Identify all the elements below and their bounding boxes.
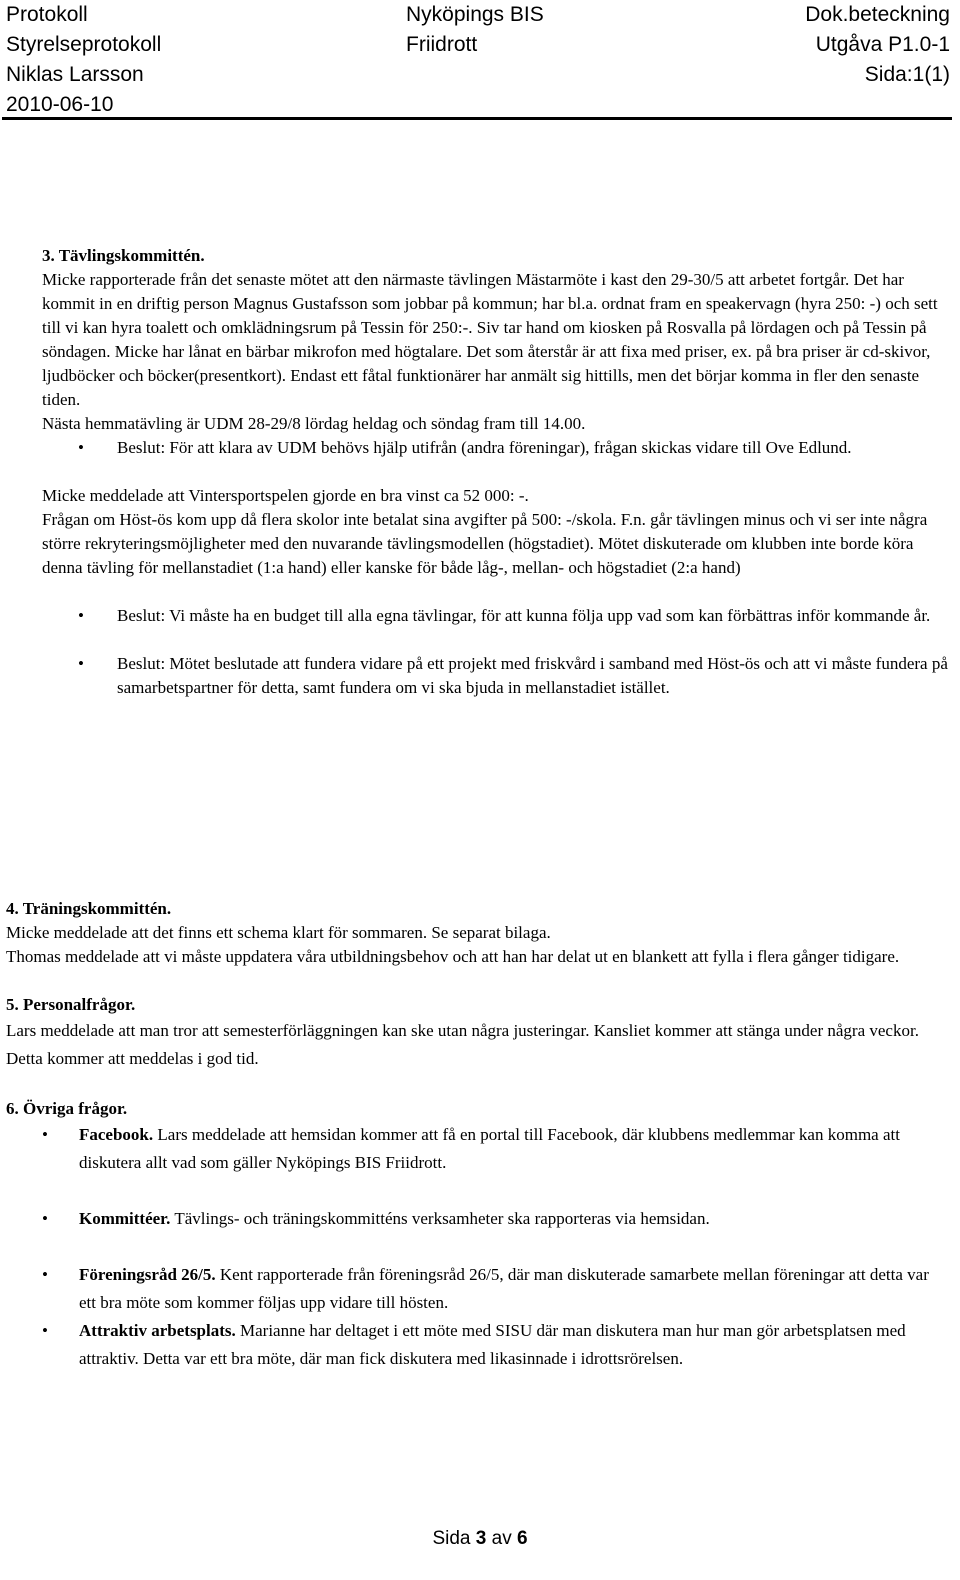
decision-item: • Beslut: Vi måste ha en budget till alla egna tävlingar, för att kunna följa upp vad som kan förbättras inför kommande år. xyxy=(42,604,952,628)
paragraph: Nästa hemmatävling är UDM 28-29/8 lördag heldag och söndag fram till 14.00. xyxy=(42,414,586,433)
doc-date: 2010-06-10 xyxy=(6,93,114,116)
doc-type: Protokoll xyxy=(6,3,88,26)
list-item: • Attraktiv arbetsplats. Marianne har deltaget i ett möte med SISU där man diskutera man hur man gör arbetsplatsen med attraktiv. Detta var ett bra möte, där man fick diskutera med likasinnade i idrottsrörelsen. xyxy=(6,1317,946,1373)
bullet-icon: • xyxy=(42,1265,48,1284)
header-right xyxy=(805,0,950,90)
bullet-icon: • xyxy=(42,1209,48,1228)
page-footer: Sida 3 av 6 xyxy=(432,1528,528,1549)
list-item: • Facebook. Lars meddelade att hemsidan kommer att få en portal till Facebook, där klubbens medlemmar kan komma att diskutera allt vad som gäller Nyköpings BIS Friidrott. xyxy=(6,1121,946,1177)
list-item: • Föreningsråd 26/5. Kent rapporterade från föreningsråd 26/5, där man diskuterade samarbete mellan föreningar att detta var ett bra möte som kommer följas upp vidare till hösten. xyxy=(6,1261,946,1317)
header-left xyxy=(6,0,161,120)
section-heading: 6. Övriga frågor. xyxy=(6,1099,128,1118)
decision-list xyxy=(42,604,952,628)
list-item: • Kommittéer. Tävlings- och träningskommitténs verksamheter ska rapporteras via hemsidan. xyxy=(6,1205,946,1233)
section-heading: 4. Träningskommittén. xyxy=(6,899,172,918)
other-issues-list xyxy=(6,1121,946,1373)
bullet-icon: • xyxy=(78,654,84,673)
paragraph: Micke meddelade att det finns ett schema klart för sommaren. Se separat bilaga. xyxy=(6,923,551,942)
organization: Nyköpings BIS xyxy=(406,3,544,26)
doc-id-label: Dok.beteckning xyxy=(805,3,950,26)
doc-page: Sida:1(1) xyxy=(864,63,950,86)
header-center xyxy=(406,0,544,60)
paragraph: Micke meddelade att Vintersportspelen gjorde en bra vinst ca 52 000: -. xyxy=(42,486,529,505)
doc-version: Utgåva P1.0-1 xyxy=(815,33,950,56)
bullet-icon: • xyxy=(78,438,84,457)
bullet-icon: • xyxy=(42,1321,48,1340)
paragraph: Micke rapporterade från det senaste mötet att den närmaste tävlingen Mästarmöte i kast den 29-30/5 att arbetet fortgår. Det har kommit in en driftig person Magnus Gustafsson som jobbar på kommun; har bl.a. ordnat fram en speakervagn (hyra 250: -) och sett till vi kan hyra toalett och omklädningsrum på Tessin för 250:-. Siv tar hand om kiosken på Rosvalla på lördagen och på Tessin på söndagen. Micke har lånat en bärbar mikrofon med högtalare. Det som återstår är att fixa med priser, ex. på bra priser är cd-skivor, ljudböcker och böcker(presentkort). Endast ett fåtal funktionärer har anmält sig hittills, men det börjar komma in fler den senaste tiden. xyxy=(42,270,938,409)
section-heading: 3. Tävlingskommittén. xyxy=(42,246,205,265)
department: Friidrott xyxy=(406,33,478,56)
paragraph: Thomas meddelade att vi måste uppdatera våra utbildningsbehov och att han har delat ut en blankett att fylla i flera gånger tidigare. xyxy=(6,947,900,966)
decision-item: • Beslut: För att klara av UDM behövs hjälp utifrån (andra föreningar), frågan skickas vidare till Ove Edlund. xyxy=(42,436,952,460)
lower-sections xyxy=(6,897,946,1373)
doc-subtype: Styrelseprotokoll xyxy=(6,33,162,56)
paragraph: Lars meddelade att man tror att semesterförläggningen kan ske utan några justeringar. Kansliet kommer att stänga under några veckor. Detta kommer att meddelas i god tid. xyxy=(6,1021,919,1068)
current-page: 3 xyxy=(475,1528,487,1549)
section-tavlingskommitten xyxy=(42,244,952,700)
bullet-icon: • xyxy=(42,1125,48,1144)
decision-list xyxy=(42,436,952,460)
decision-list xyxy=(42,652,952,700)
header-divider xyxy=(2,117,952,120)
total-pages: 6 xyxy=(516,1528,528,1549)
section-heading: 5. Personalfrågor. xyxy=(6,995,136,1014)
decision-item: • Beslut: Mötet beslutade att fundera vidare på ett projekt med friskvård i samband med Höst-ös och att vi måste fundera på samarbetspartner för detta, samt fundera om vi ska bjuda in mellanstadiet istället. xyxy=(78,654,948,697)
document-header xyxy=(0,0,960,122)
author: Niklas Larsson xyxy=(6,63,144,86)
bullet-icon: • xyxy=(78,606,84,625)
paragraph: Frågan om Höst-ös kom upp då flera skolor inte betalat sina avgifter på 500: -/skola. F.n. går tävlingen minus och vi ser inte några större rekryteringsmöjligheter med den nuvarande tävlingsmodellen (högstadiet). Mötet diskuterade om klubben inte borde köra denna tävling för mellanstadiet (1:a hand) eller kanske för både låg-, mellan- och högstadiet (2:a hand) xyxy=(42,510,928,577)
